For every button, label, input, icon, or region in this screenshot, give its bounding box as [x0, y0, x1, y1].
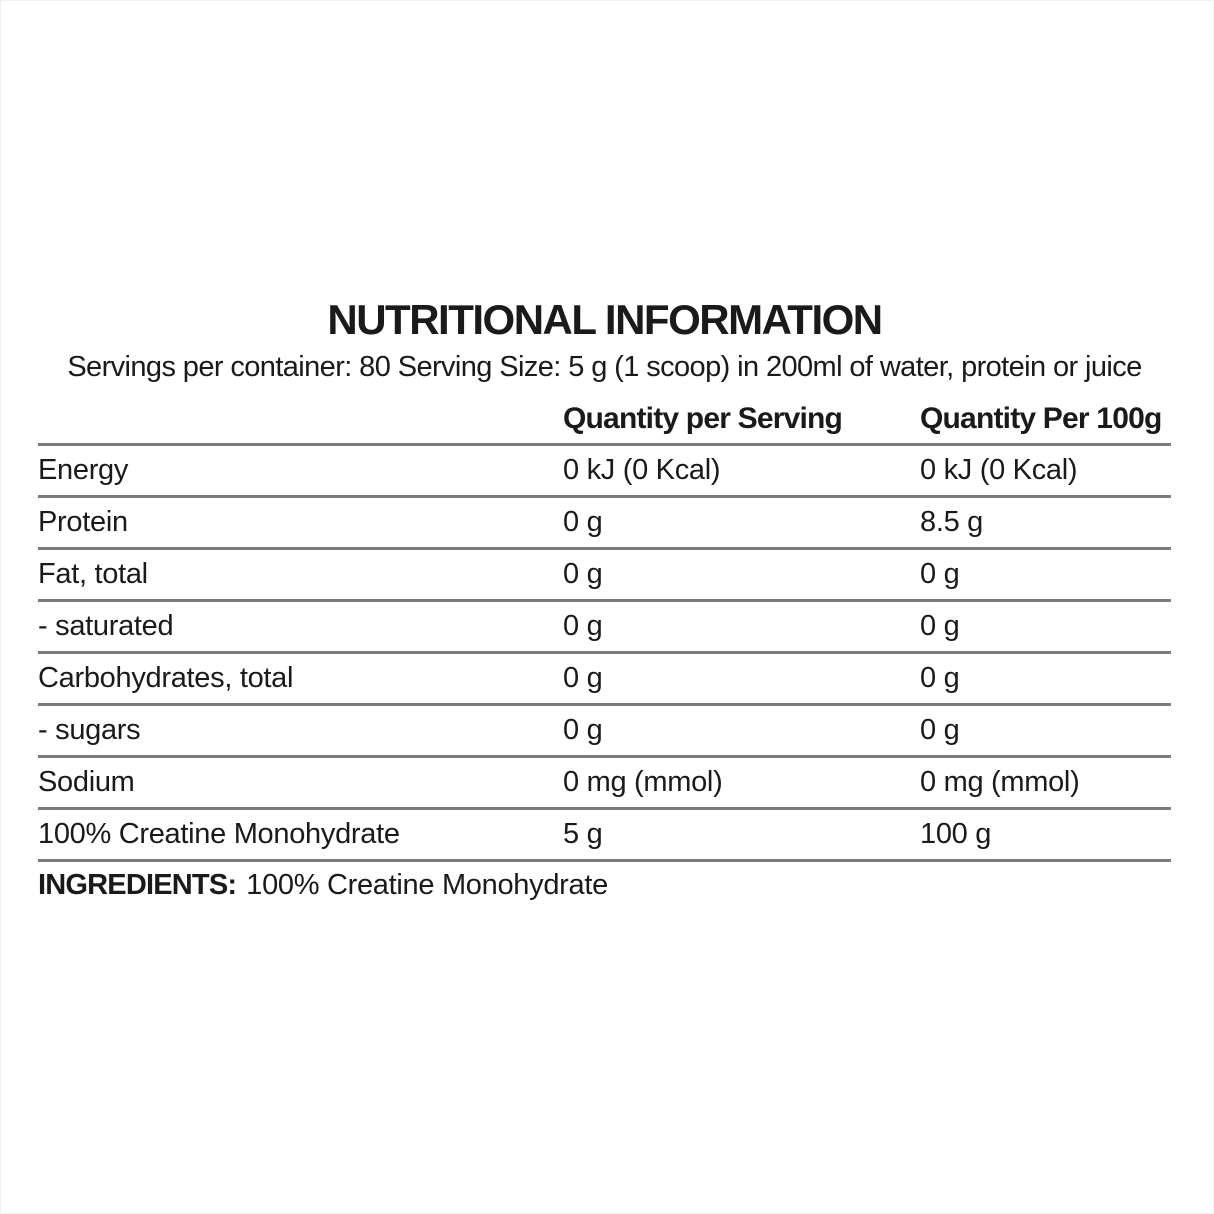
nutrient-serving-value: 0 kJ (0 Kcal): [563, 445, 920, 497]
table-header-row: [38, 402, 1171, 445]
nutrient-100g-value: 0 kJ (0 Kcal): [920, 445, 1171, 497]
nutrient-serving-value: 0 g: [563, 549, 920, 601]
table-row: [38, 705, 1171, 757]
ingredients-label: INGREDIENTS:: [38, 869, 237, 901]
table-row: [38, 445, 1171, 497]
nutrient-100g-value: 0 g: [920, 653, 1171, 705]
nutrient-label: - sugars: [38, 705, 563, 757]
nutrient-100g-value: 0 g: [920, 549, 1171, 601]
nutrient-label: - saturated: [38, 601, 563, 653]
nutrient-serving-value: 5 g: [563, 809, 920, 861]
table-row: [38, 809, 1171, 861]
nutrient-serving-value: 0 g: [563, 601, 920, 653]
nutrient-serving-value: 0 g: [563, 705, 920, 757]
col-header-serving: Quantity per Serving: [563, 402, 920, 445]
col-header-100g: Quantity Per 100g: [920, 402, 1171, 445]
serving-info: Servings per container: 80 Serving Size: 5 g (1 scoop) in 200ml of water, protein or juice: [67, 351, 1142, 383]
table-row: [38, 549, 1171, 601]
page-title: NUTRITIONAL INFORMATION: [327, 296, 882, 343]
nutrient-serving-value: 0 g: [563, 653, 920, 705]
nutrient-label: Protein: [38, 497, 563, 549]
table-row: [38, 497, 1171, 549]
ingredients-value: 100% Creatine Monohydrate: [246, 869, 608, 901]
nutrition-label: [38, 0, 1171, 1214]
nutrient-100g-value: 0 g: [920, 601, 1171, 653]
nutrient-100g-value: 0 mg (mmol): [920, 757, 1171, 809]
table-row: [38, 653, 1171, 705]
nutrient-100g-value: 0 g: [920, 705, 1171, 757]
nutrient-label: Energy: [38, 445, 563, 497]
table-row: [38, 757, 1171, 809]
nutrient-label: Carbohydrates, total: [38, 653, 563, 705]
ingredients-line: [38, 869, 608, 902]
nutrient-serving-value: 0 mg (mmol): [563, 757, 920, 809]
nutrient-serving-value: 0 g: [563, 497, 920, 549]
nutrition-table: [38, 402, 1171, 862]
nutrient-label: Sodium: [38, 757, 563, 809]
nutrient-100g-value: 8.5 g: [920, 497, 1171, 549]
nutrient-100g-value: 100 g: [920, 809, 1171, 861]
table-row: [38, 601, 1171, 653]
nutrient-label: 100% Creatine Monohydrate: [38, 809, 563, 861]
col-header-nutrient: [38, 402, 563, 445]
nutrient-label: Fat, total: [38, 549, 563, 601]
